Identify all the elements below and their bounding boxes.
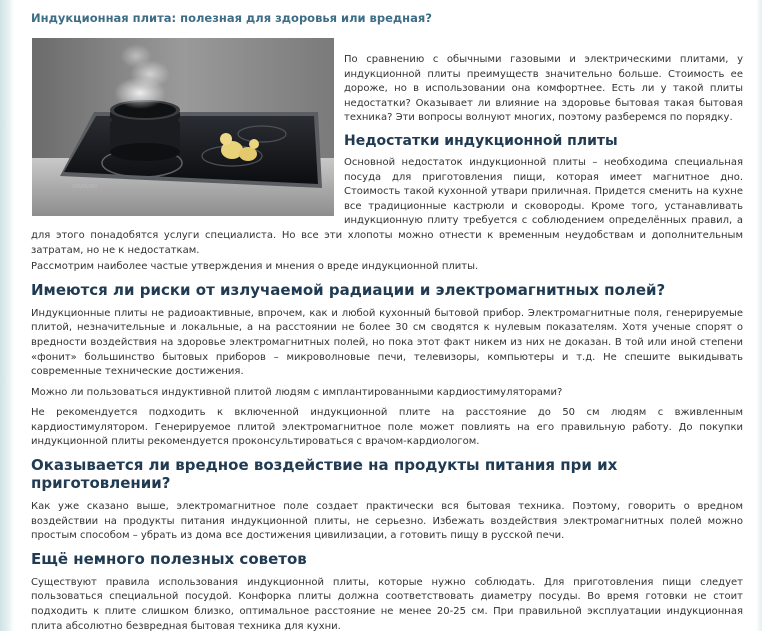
tips-paragraph: Существуют правила использования индукционной плиты, которые нужно соблюдать. Для приготовления пищи следует пользоваться специальной посудой. Конфорка плиты должна соответствовать диаметру посуды. Во время готовки не стоит подходить к плите слишком близко, оптимальное расстояние не менее 20-25 см. При правильной эксплуатации индукционная плита абсолютно безвредная бытовая техника для кухни.	[31, 576, 743, 632]
section-heading-food: Оказывается ли вредное воздействие на продукты питания при их приготовлении?	[31, 456, 618, 493]
induction-cooktop-photo	[32, 38, 334, 216]
brand-label: SAMSUNG	[72, 184, 98, 190]
radiation-paragraph: Индукционные плиты не радиоактивные, впрочем, как и любой кухонный бытовой прибор. Электромагнитные поля, генерируемые плитой, незначительные и локальные, а на расстоянии не более 30 см сводятся к нулевым показателям. Хотя ученые спорят о вредности воздействия на здоровье электромагнитных полей, но пока этот факт никем из них не доказан. В той или иной степени «фонит» большинство бытовых приборов – микроволновые печи, телевизоры, компьютеры и т.д. Не спешите выкидывать современные технические достижения.	[31, 307, 743, 378]
section-heading-tips: Ещё немного полезных советов	[31, 549, 307, 568]
right-decorative-border	[756, 0, 762, 631]
left-decorative-border	[0, 0, 14, 631]
pacemaker-question: Можно ли пользоваться индуктивной плитой людям с имплантированными кардиостимуляторами?	[31, 386, 563, 398]
food-paragraph: Как уже сказано выше, электромагнитное поле создает практически вся бытовая техника. Поэтому, говорить о вредном воздействии на продукты питания индукционной плиты, не серьезно. Избежать воздействия электромагнитных полей можно простым способом – убрать из дома все достижения цивилизации, а готовить пищу в русской печи.	[31, 501, 743, 542]
intro-paragraph: По сравнению с обычными газовыми и электрическими плитами, у индукционной плиты преимуществ значительно больше. Стоимость ее дороже, но в использовании она комфортнее. Есть ли у такой плиты недостатки? Оказывает ли влияние на здоровье бытовая такая бытовая техника? Эти вопросы волнуют многих, поэтому разберемся по порядку.	[344, 54, 743, 124]
drawbacks-paragraph: Основной недостаток индукционной плиты – необходима специальная посуда для приготовления пищи, которая имеет магнитное дно. Стоимость такой кухонной утвари приличная. Придется сменить на кухне все традиционные кастрюли и сковороды. Кроме того, устанавливать индукционную плиту требуется с соблюдением определённых правил, а для этого понадобятся услуги специалиста. Но все эти хлопоты можно отнести к временным неудобствам и дополнительным затратам, но не к недостаткам.	[31, 156, 743, 256]
pacemaker-paragraph: Не рекомендуется подходить к включенной индукционной плите на расстояние до 50 см людям с вживленным кардиостимулятором. Генерируемое плитой электромагнитное поле может повлиять на его правильную работу. До покупки индукционной плиты рекомендуется проконсультироваться с врачом-кардиологом.	[31, 407, 743, 448]
cooktop-illustration	[32, 38, 334, 216]
article	[31, 10, 743, 640]
section-heading-drawbacks: Недостатки индукционной плиты	[344, 132, 618, 149]
article-title: Индукционная плита: полезная для здоровья или вредная?	[31, 11, 432, 25]
section-heading-radiation: Имеются ли риски от излучаемой радиации и электромагнитных полей?	[31, 280, 666, 299]
opinions-intro: Рассмотрим наиболее частые утверждения и мнения о вреде индукционной плиты.	[31, 261, 479, 273]
